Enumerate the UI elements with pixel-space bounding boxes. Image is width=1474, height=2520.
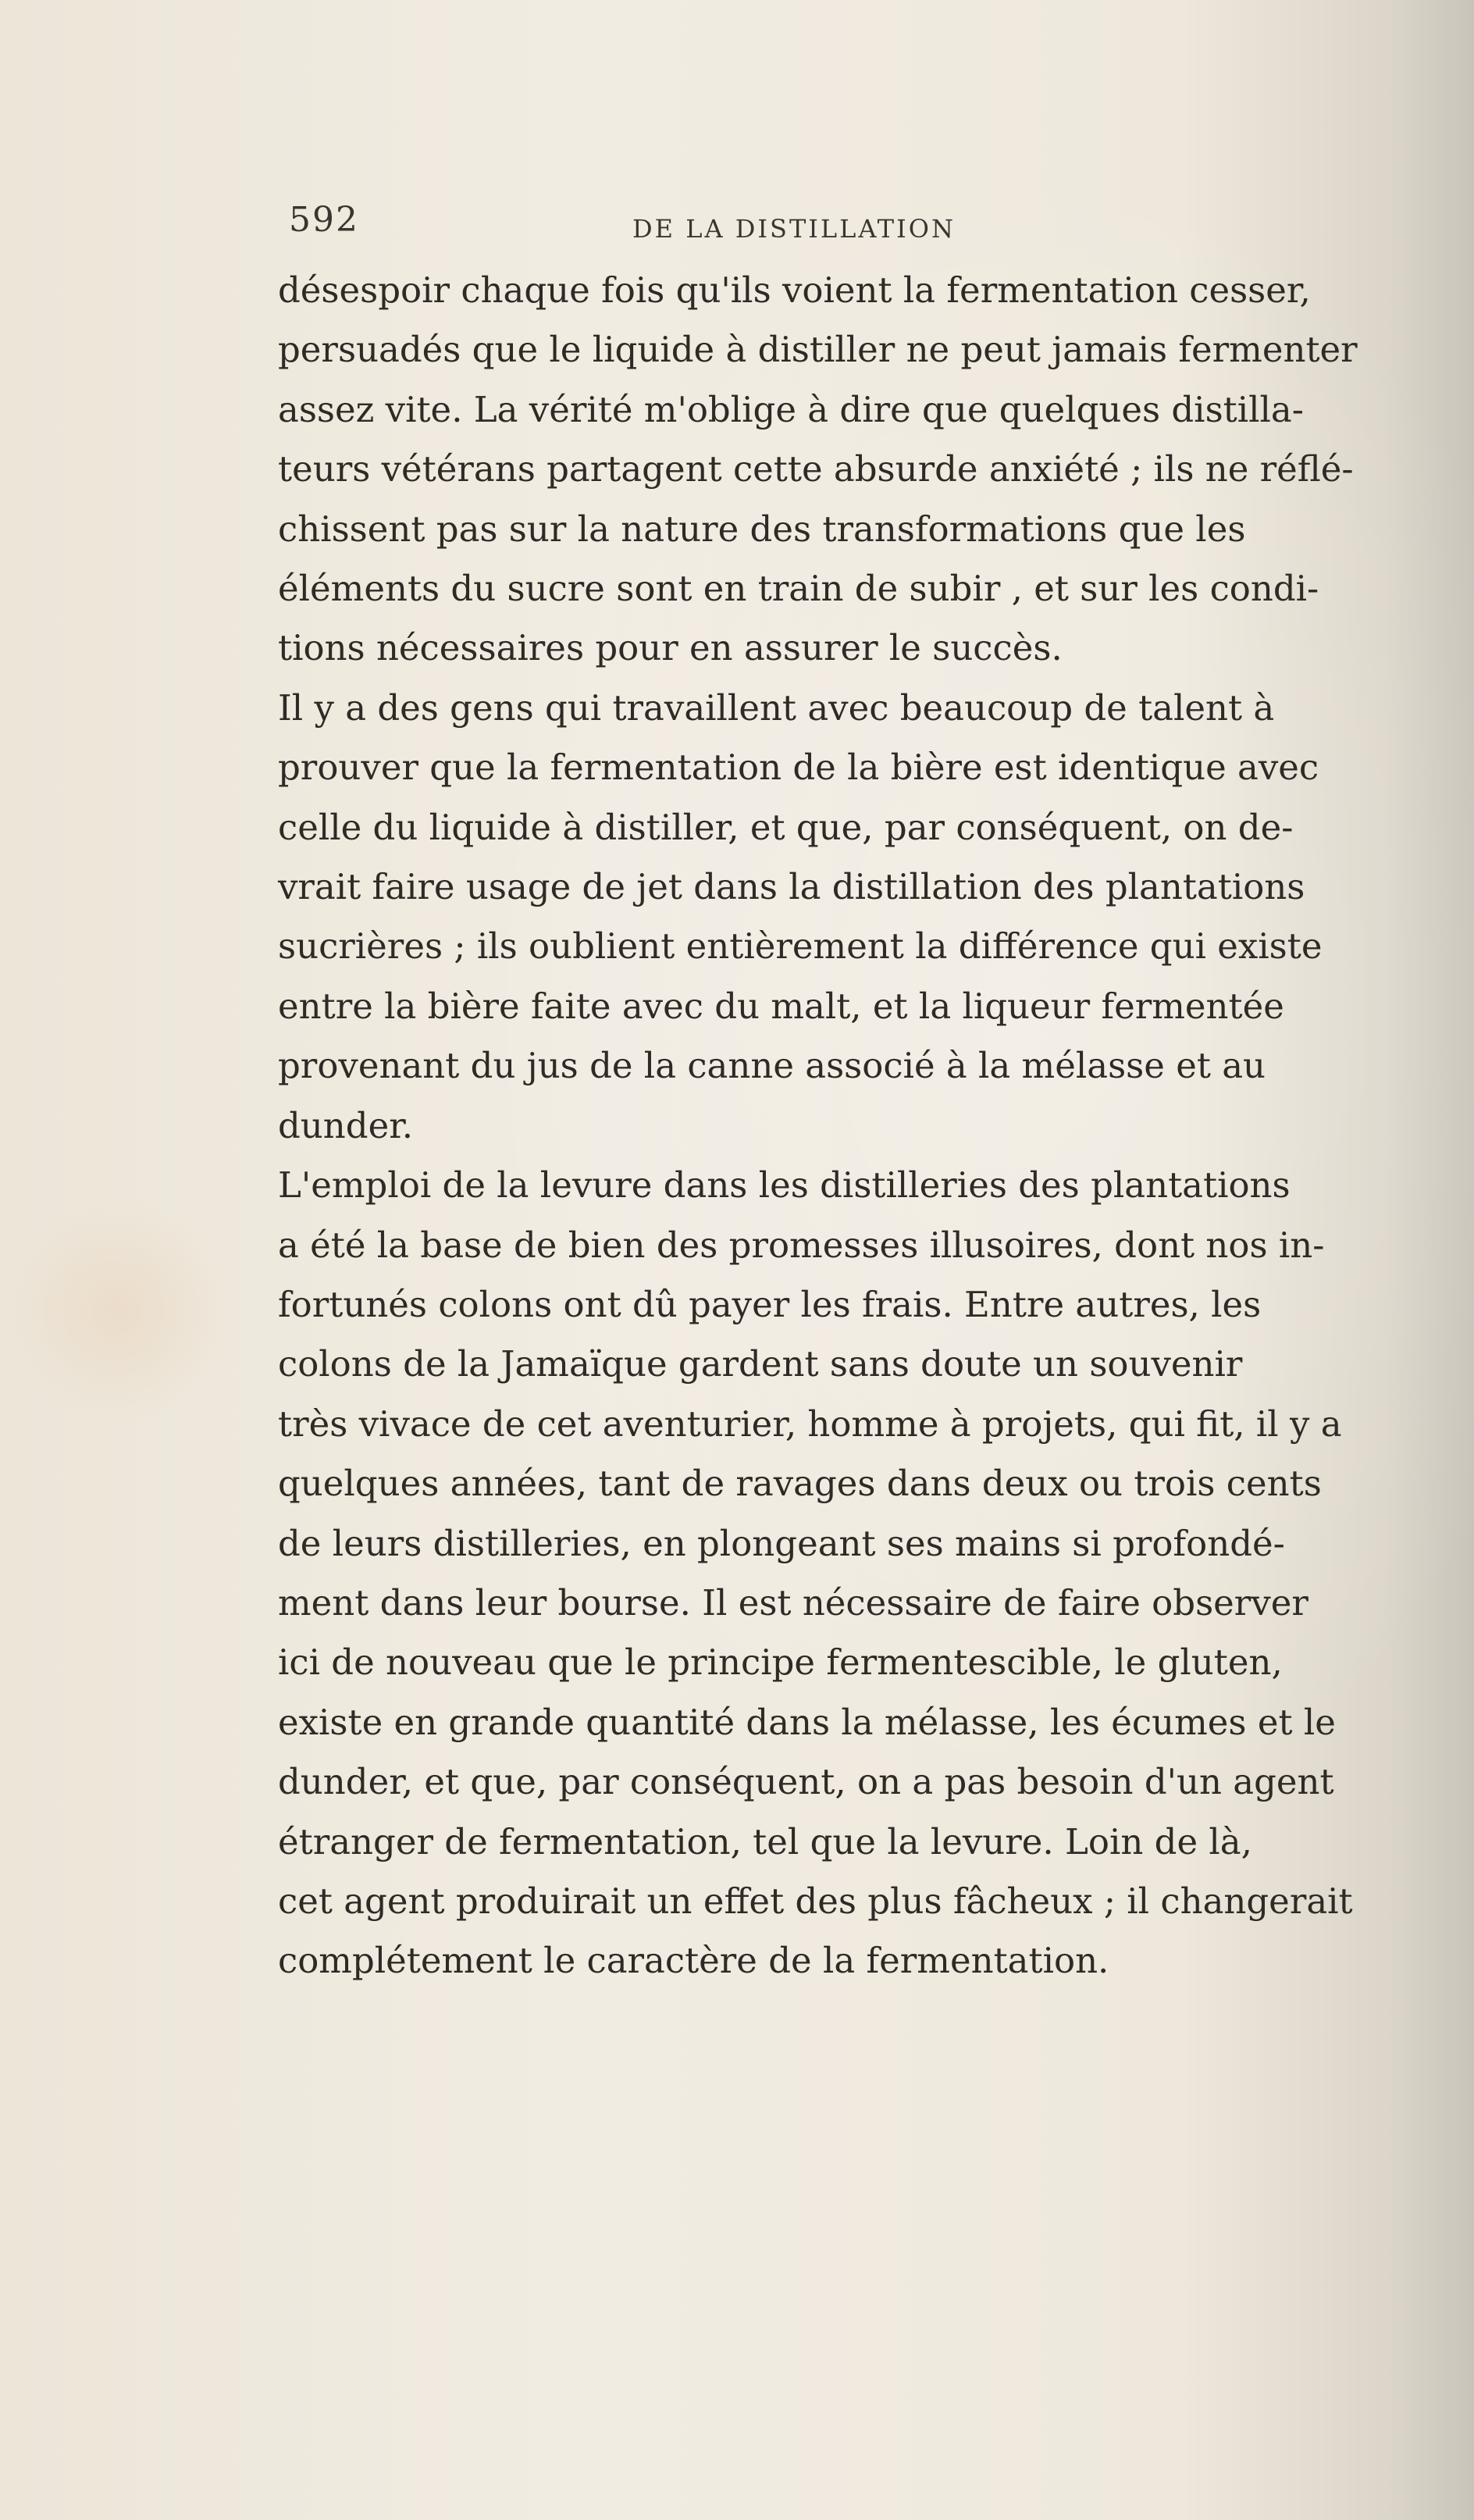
paragraph-3: L'emploi de la levure dans les distilleries des plantations a été la base de bien des promesses illusoires, dont nos in- fortunés colons ont dû payer les frais. Entre autres, les colons de la Jamaïque gardent sans doute un souvenir très vivace de cet aventurier, homme à projets, qui fit, il y a quelques années, tant de ravages dans deux ou trois cents de leurs distilleries, en plongeant ses mains si profondé- ment dans leur bourse. Il est nécessaire de faire observer ici de nouveau que le principe fermentescible, le gluten, existe en grande quantité dans la mélasse, les écumes et le dunder, et que, par conséquent, on a pas besoin d'un agent étranger de fermentation, tel que la levure. Loin de là, cet agent produirait un effet des plus fâcheux ; il changerait complétement le caractère de la fermentation. — [278, 1164, 1353, 1982]
paragraph-2: Il y a des gens qui travaillent avec beaucoup de talent à prouver que la fermentation de la bière est identique avec celle du liquide à distiller, et que, par conséquent, on de- vrait faire usage de jet dans la distillation des plantations sucrières ; ils oublient entièrement la différence qui existe entre la bière faite avec du malt, et la liqueur fermentée provenant du jus de la canne associé à la mélasse et au dunder. — [278, 686, 1323, 1146]
running-header — [289, 200, 1351, 247]
body-text — [278, 261, 1375, 1991]
page-number: 592 — [289, 200, 359, 240]
running-title: DE LA DISTILLATION — [632, 214, 956, 244]
paragraph-1: désespoir chaque fois qu'ils voient la fermentation cesser, persuadés que le liquide à distiller ne peut jamais fermenter assez vite. La vérité m'oblige à dire que quelques distilla- teurs vétérans partagent cette absurde anxiété ; ils ne réflé- chissent pas sur la nature des transformations que les éléments du sucre sont en train de subir , et sur les condi- tions nécessaires pour en assurer le succès. — [278, 269, 1358, 669]
